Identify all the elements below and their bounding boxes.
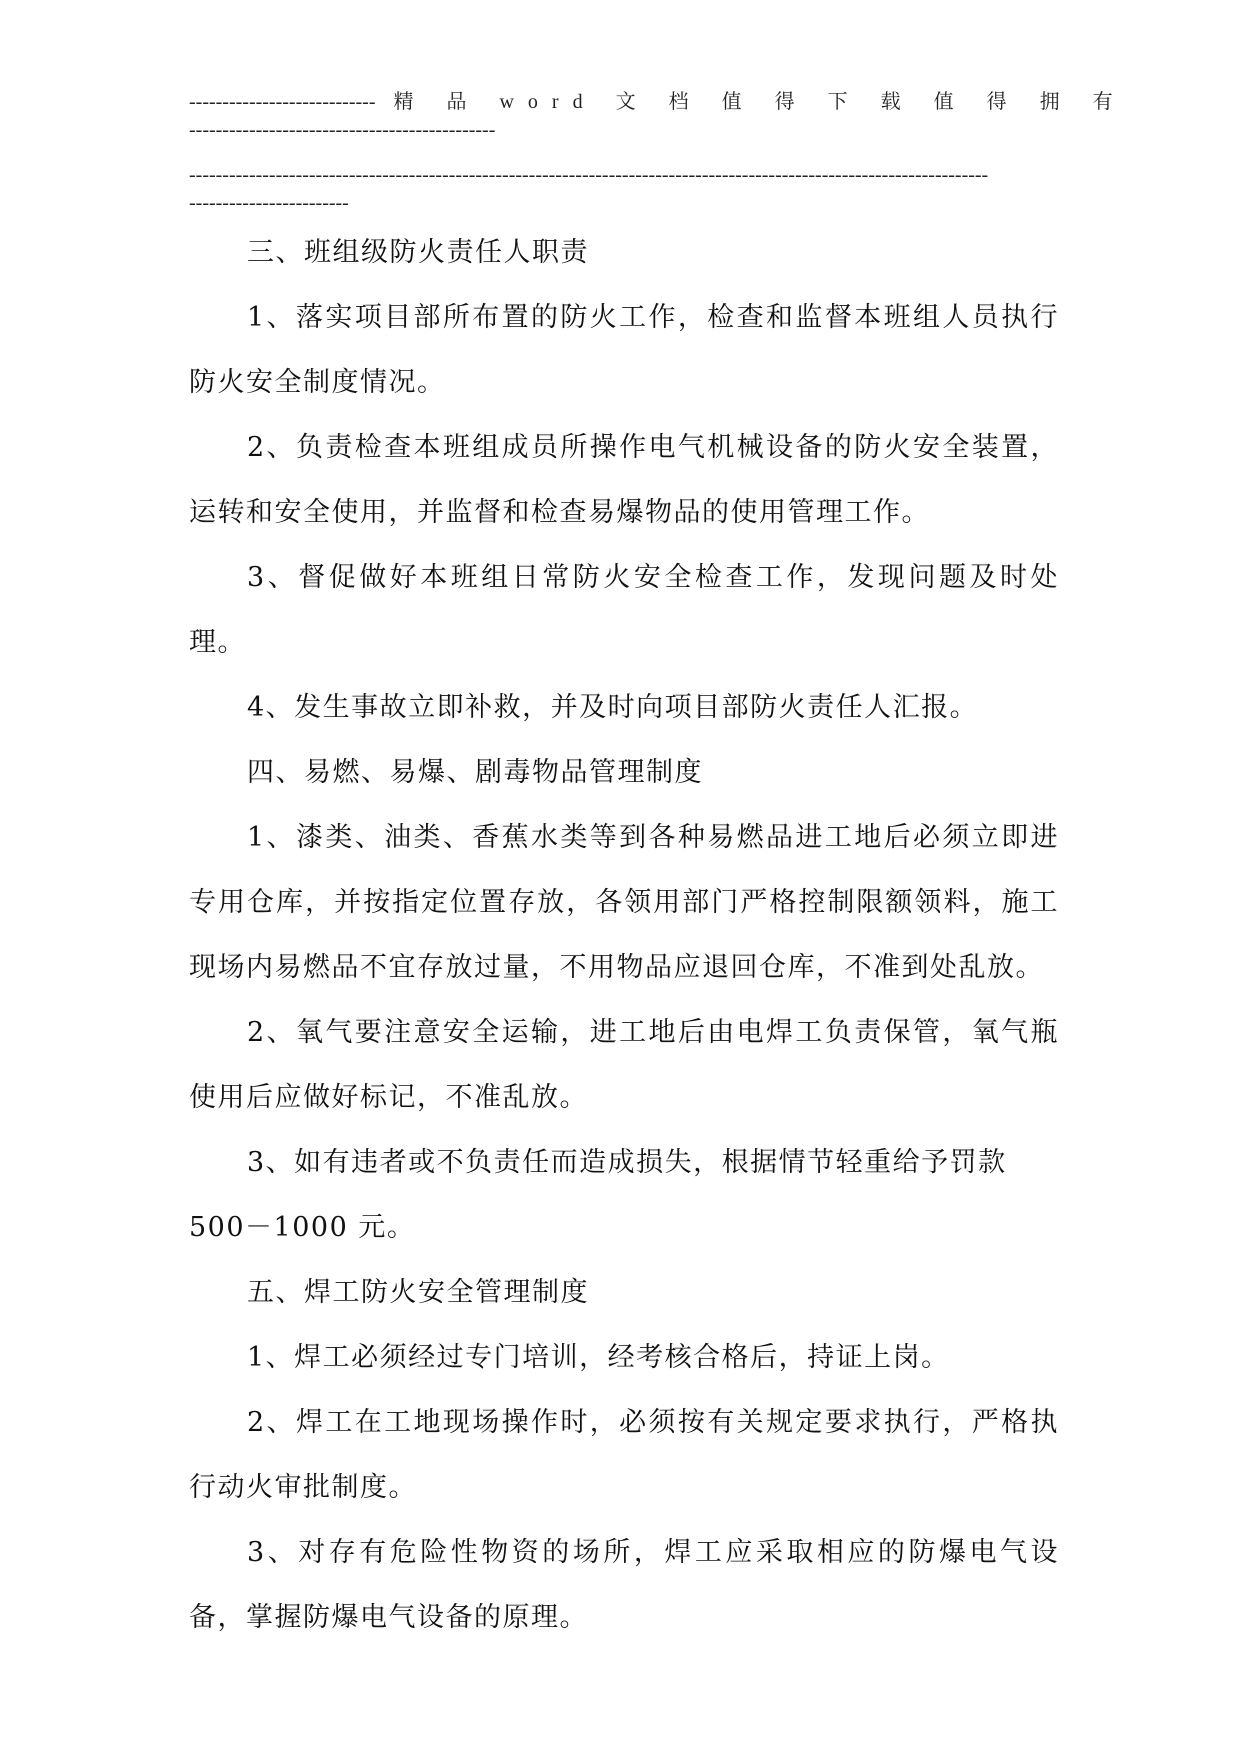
paragraph-continuation: 500－1000 元。 [189,1212,416,1243]
section-heading-3: 三、班组级防火责任人职责 [247,237,589,268]
header-dashes-line-3: ------------------------------------------------------------------------------------------------------------------------ [189,164,989,186]
header-watermark-text: 精 品 word 文 档 值 得 下 载 值 得 拥 有 [393,91,1127,113]
paragraph-item: 2、焊工在工地现场操作时，必须按有关规定要求执行，严格执行动火审批制度。 [189,1407,1059,1503]
paragraph-item: 3、如有违者或不负责任而造成损失，根据情节轻重给予罚款 [247,1147,1007,1178]
header-line-1 [189,88,1127,116]
paragraph-item: 3、督促做好本班组日常防火安全检查工作，发现问题及时处理。 [189,562,1059,658]
paragraph-item: 1、落实项目部所布置的防火工作，检查和监督本班组人员执行防火安全制度情况。 [189,302,1059,398]
paragraph-item: 3、对存有危险性物资的场所，焊工应采取相应的防爆电气设备，掌握防爆电气设备的原理。 [189,1537,1059,1633]
paragraph-item: 2、氧气要注意安全运输，进工地后由电焊工负责保管，氧气瓶使用后应做好标记，不准乱放。 [189,1017,1059,1113]
header-dashes-line-4: ------------------------ [189,192,349,214]
paragraph-item: 1、焊工必须经过专门培训，经考核合格后，持证上岗。 [247,1342,950,1373]
paragraph-item: 4、发生事故立即补救，并及时向项目部防火责任人汇报。 [247,692,979,723]
page-header [189,88,1127,217]
section-heading-4: 四、易燃、易爆、剧毒物品管理制度 [247,757,703,788]
document-body [189,220,1059,1650]
header-dashes-line-2: ---------------------------------------------- [189,119,496,141]
paragraph-item: 2、负责检查本班组成员所操作电气机械设备的防火安全装置，运转和安全使用，并监督和检查易爆物品的使用管理工作。 [189,432,1059,528]
header-dashes: ---------------------------- [189,91,376,113]
section-heading-5: 五、焊工防火安全管理制度 [247,1277,589,1308]
paragraph-item: 1、漆类、油类、香蕉水类等到各种易燃品进工地后必须立即进专用仓库，并按指定位置存放，各领用部门严格控制限额领料，施工现场内易燃品不宜存放过量，不用物品应退回仓库，不准到处乱放。 [189,822,1059,983]
